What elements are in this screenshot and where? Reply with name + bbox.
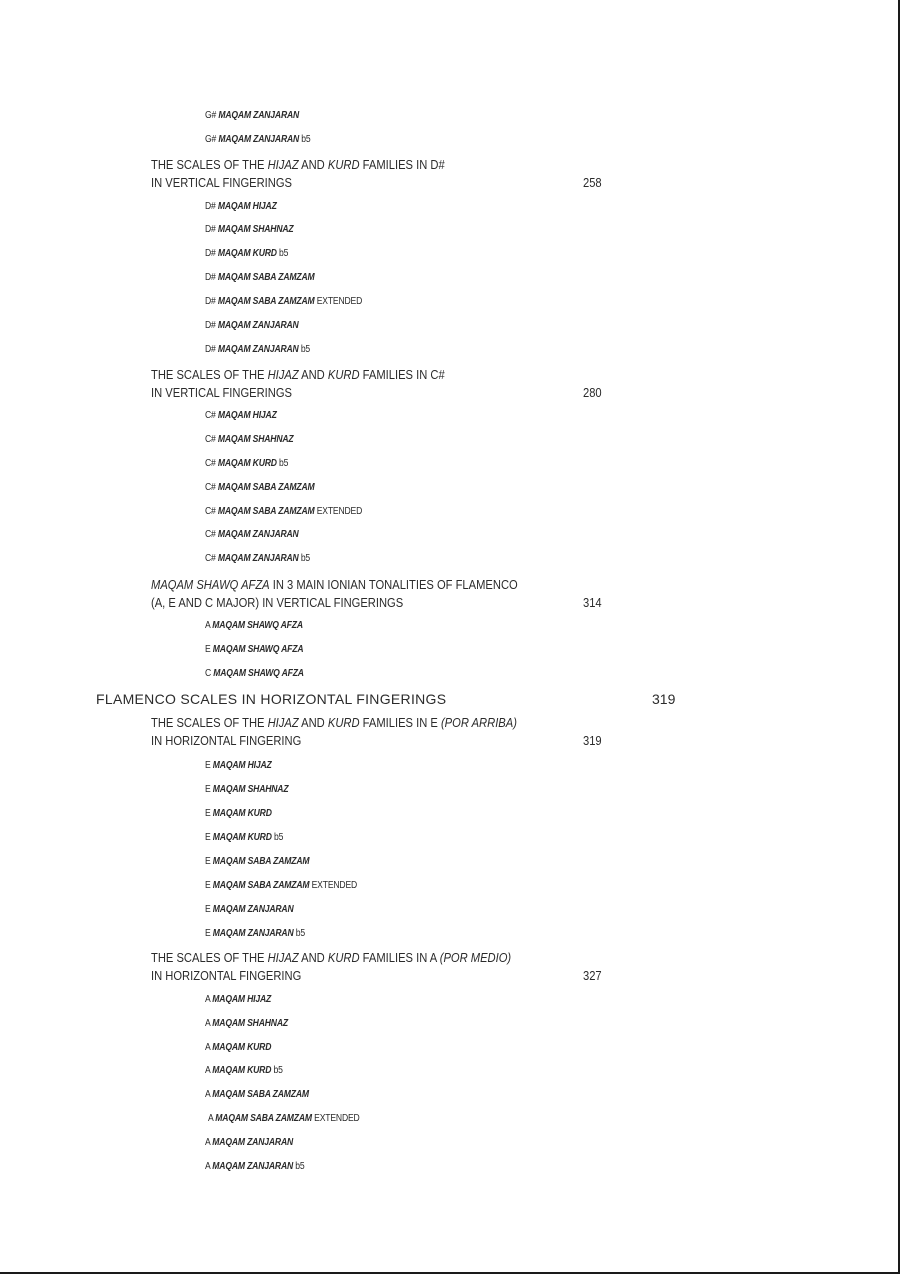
text: IN 3 MAIN IONIAN TONALITIES OF FLAMENCO	[269, 577, 518, 592]
italic-text: MAQAM SHAWQ AFZA	[151, 577, 270, 592]
text: E	[205, 904, 213, 915]
text: E	[205, 644, 213, 655]
text: D#	[205, 248, 218, 259]
toc-subentry	[205, 902, 294, 918]
italic-text: MAQAM SABA ZAMZAM	[215, 1113, 312, 1124]
italic-text: MAQAM SABA ZAMZAM	[217, 506, 315, 517]
text: G#	[205, 110, 219, 121]
text: IN HORIZONTAL FINGERING	[151, 968, 302, 983]
text: EXTENDED	[309, 880, 358, 891]
toc-subentry	[205, 992, 271, 1008]
italic-text: MAQAM SHAHNAZ	[212, 1018, 288, 1029]
italic-text: MAQAM SHAWQ AFZA	[213, 668, 304, 679]
italic-text: MAQAM ZANJARAN	[217, 320, 299, 331]
text: C#	[205, 506, 218, 517]
toc-subentry	[205, 618, 303, 634]
italic-text: MAQAM SHAHNAZ	[217, 434, 294, 445]
text: IN VERTICAL FINGERINGS	[151, 175, 293, 190]
italic-text: MAQAM KURD	[217, 248, 277, 259]
text: C#	[205, 553, 218, 564]
italic-text: MAQAM SABA ZAMZAM	[212, 856, 310, 867]
text: D#	[205, 344, 218, 355]
italic-text: KURD	[327, 157, 360, 172]
text: b5	[299, 134, 311, 145]
toc-subentry	[205, 408, 277, 424]
text: E	[205, 880, 213, 891]
italic-text: MAQAM HIJAZ	[212, 760, 272, 771]
text: FAMILIES IN E	[359, 715, 441, 730]
toc-subentry	[205, 246, 288, 262]
text: EXTENDED	[314, 296, 363, 307]
section-title-line	[151, 715, 517, 731]
text: AND	[298, 367, 328, 382]
toc-subentry	[205, 1159, 304, 1175]
italic-text: MAQAM ZANJARAN	[217, 553, 299, 564]
italic-text: MAQAM ZANJARAN	[218, 134, 300, 145]
italic-text: MAQAM KURD	[212, 1042, 272, 1053]
text: FAMILIES IN D#	[359, 157, 445, 172]
text: A	[205, 1065, 213, 1076]
toc-subentry	[205, 854, 309, 870]
italic-text: MAQAM SABA ZAMZAM	[217, 272, 315, 283]
text: D#	[205, 320, 218, 331]
toc-subentry	[205, 504, 362, 520]
text: A	[205, 1161, 213, 1172]
toc-subentry	[205, 1016, 288, 1032]
italic-text: HIJAZ	[267, 367, 299, 382]
text: E	[205, 784, 213, 795]
toc-subentry	[205, 1063, 283, 1079]
chapter-title	[96, 691, 446, 707]
italic-text: MAQAM KURD	[212, 808, 272, 819]
text: C#	[205, 529, 218, 540]
text: A	[208, 1113, 216, 1124]
italic-text: MAQAM ZANJARAN	[217, 529, 299, 540]
text: EXTENDED	[311, 1113, 360, 1124]
italic-text: HIJAZ	[267, 950, 299, 965]
italic-text: MAQAM SHAWQ AFZA	[212, 620, 303, 631]
text: E	[205, 832, 213, 843]
italic-text: KURD	[327, 950, 360, 965]
toc-subentry	[205, 666, 304, 682]
text: D#	[205, 296, 218, 307]
text: D#	[205, 201, 218, 212]
italic-text: MAQAM ZANJARAN	[212, 904, 294, 915]
text: THE SCALES OF THE	[151, 950, 268, 965]
toc-subentry	[205, 132, 311, 148]
text: EXTENDED	[314, 506, 363, 517]
section-title-line	[151, 367, 445, 383]
text: D#	[205, 272, 218, 283]
toc-subentry	[205, 1087, 309, 1103]
text: b5	[298, 553, 311, 564]
text: AND	[298, 157, 328, 172]
text: AND	[298, 950, 328, 965]
section-title-line	[151, 595, 403, 611]
italic-text: MAQAM ZANJARAN	[218, 110, 300, 121]
toc-subentry	[205, 294, 362, 310]
text: b5	[293, 1161, 305, 1172]
italic-text: KURD	[327, 367, 360, 382]
text: (A, E AND C MAJOR) IN VERTICAL FINGERINGS	[151, 595, 404, 610]
italic-text: MAQAM SHAHNAZ	[217, 224, 294, 235]
page-number: 280	[583, 385, 602, 400]
page-number: 327	[583, 968, 602, 983]
text: E	[205, 856, 213, 867]
text: b5	[298, 344, 311, 355]
text: b5	[276, 458, 289, 469]
toc-subentry	[205, 1135, 293, 1151]
toc-subentry	[205, 551, 310, 567]
italic-text: KURD	[327, 715, 360, 730]
page-number: 258	[583, 175, 602, 190]
italic-text: MAQAM ZANJARAN	[212, 928, 294, 939]
text: E	[205, 928, 213, 939]
text: C#	[205, 434, 218, 445]
toc-subentry	[205, 480, 314, 496]
toc-subentry	[205, 222, 294, 238]
text: b5	[276, 248, 289, 259]
text: THE SCALES OF THE	[151, 157, 268, 172]
italic-text: HIJAZ	[267, 715, 299, 730]
text: C#	[205, 458, 218, 469]
text: AND	[298, 715, 328, 730]
text: THE SCALES OF THE	[151, 367, 268, 382]
toc-subentry	[205, 527, 299, 543]
toc-subentry	[205, 926, 305, 942]
italic-text: (POR MEDIO)	[439, 950, 512, 965]
section-title-line	[151, 157, 445, 173]
text: C	[205, 668, 214, 679]
italic-text: HIJAZ	[267, 157, 299, 172]
toc-subentry	[205, 270, 314, 286]
toc-subentry	[205, 878, 357, 894]
italic-text: MAQAM HIJAZ	[217, 410, 277, 421]
italic-text: MAQAM KURD	[212, 832, 272, 843]
section-title-line	[151, 968, 301, 984]
italic-text: MAQAM KURD	[217, 458, 277, 469]
section-title-line	[151, 385, 292, 401]
text: FAMILIES IN C#	[359, 367, 445, 382]
toc-subentry	[205, 342, 310, 358]
section-title-line	[151, 950, 511, 966]
text: C#	[205, 410, 218, 421]
text: A	[205, 1137, 213, 1148]
toc-subentry	[205, 642, 303, 658]
text: b5	[271, 1065, 283, 1076]
toc-subentry	[205, 1040, 271, 1056]
italic-text: MAQAM ZANJARAN	[217, 344, 299, 355]
toc-subentry	[205, 758, 272, 774]
italic-text: MAQAM SHAHNAZ	[212, 784, 289, 795]
page-number: 314	[583, 595, 602, 610]
italic-text: MAQAM SABA ZAMZAM	[212, 880, 310, 891]
text: G#	[205, 134, 219, 145]
page-number: 319	[652, 691, 676, 707]
text: C#	[205, 482, 218, 493]
text: E	[205, 808, 213, 819]
toc-subentry	[205, 318, 299, 334]
section-title-line	[151, 733, 301, 749]
toc-subentry	[205, 782, 288, 798]
toc-subentry	[205, 108, 299, 124]
italic-text: MAQAM SABA ZAMZAM	[212, 1089, 309, 1100]
italic-text: (POR ARRIBA)	[440, 715, 517, 730]
text: A	[205, 1018, 213, 1029]
section-title-line	[151, 175, 292, 191]
text: IN VERTICAL FINGERINGS	[151, 385, 293, 400]
toc-subentry	[205, 456, 288, 472]
italic-text: MAQAM SHAWQ AFZA	[212, 644, 304, 655]
text: A	[205, 620, 213, 631]
page-number: 319	[583, 733, 602, 748]
text: A	[205, 1089, 213, 1100]
text: b5	[293, 928, 305, 939]
text: A	[205, 1042, 213, 1053]
toc-subentry	[205, 199, 277, 215]
toc-subentry	[205, 806, 272, 822]
section-title-line	[151, 577, 518, 593]
italic-text: MAQAM ZANJARAN	[212, 1137, 294, 1148]
italic-text: MAQAM KURD	[212, 1065, 272, 1076]
italic-text: MAQAM SABA ZAMZAM	[217, 482, 315, 493]
italic-text: MAQAM HIJAZ	[212, 994, 272, 1005]
toc-subentry	[205, 830, 283, 846]
text: D#	[205, 224, 218, 235]
italic-text: MAQAM ZANJARAN	[212, 1161, 294, 1172]
text: A	[205, 994, 213, 1005]
toc-subentry	[208, 1111, 360, 1127]
italic-text: MAQAM HIJAZ	[217, 201, 277, 212]
text: FAMILIES IN A	[359, 950, 440, 965]
toc-subentry	[205, 432, 294, 448]
text: THE SCALES OF THE	[151, 715, 268, 730]
italic-text: MAQAM SABA ZAMZAM	[217, 296, 315, 307]
text: b5	[271, 832, 284, 843]
text: IN HORIZONTAL FINGERING	[151, 733, 302, 748]
text: FLAMENCO SCALES IN HORIZONTAL FINGERINGS	[96, 691, 447, 707]
text: E	[205, 760, 213, 771]
